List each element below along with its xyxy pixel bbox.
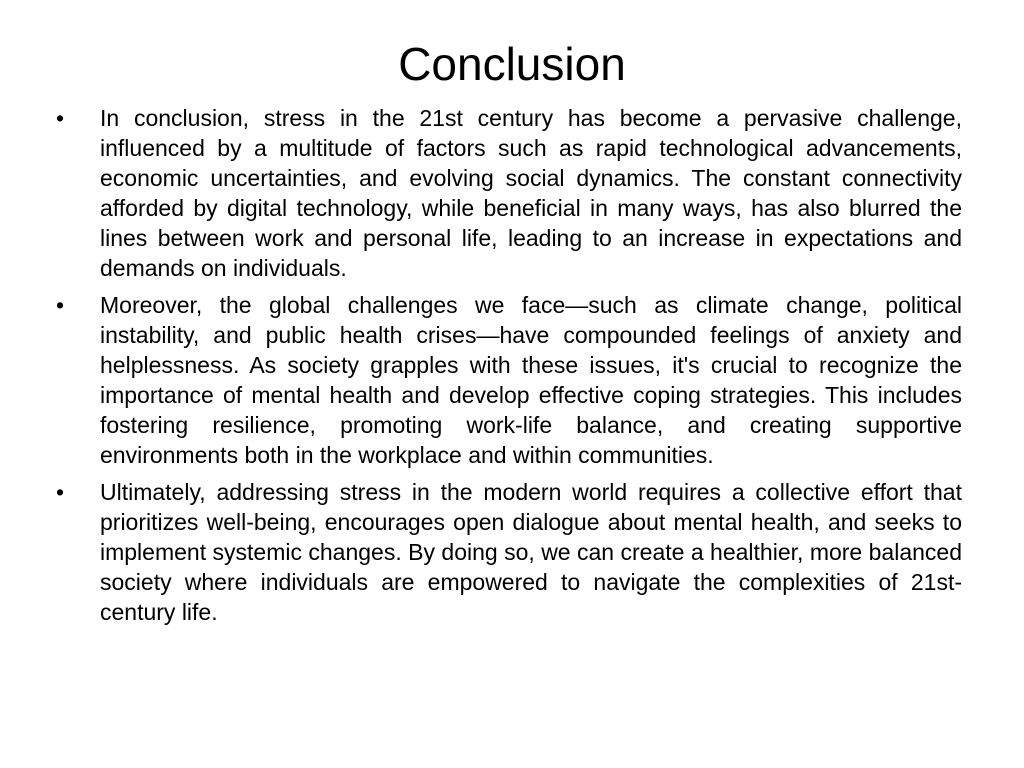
bullet-icon: •	[56, 292, 65, 318]
bullet-text: Moreover, the global challenges we face—such as climate change, political instability, and public health crises—have compounded feelings of anxiety and helplessness. As society grapples with these issues, it's crucial to recognize the importance of mental health and develop effective coping strategies. This includes fostering resilience, promoting work-life balance, and creating supportive environments both in the workplace and within communities.	[100, 292, 962, 468]
bullet-list	[56, 103, 962, 634]
bullet-icon: •	[56, 479, 65, 505]
bullet-item	[56, 103, 962, 283]
bullet-item	[56, 290, 962, 470]
bullet-item	[56, 477, 962, 627]
slide-title: Conclusion	[398, 38, 626, 90]
bullet-text: Ultimately, addressing stress in the modern world requires a collective effort that prioritizes well-being, encourages open dialogue about mental health, and seeks to implement systemic changes. By doing so, we can create a healthier, more balanced society where individuals are empowered to navigate the complexities of 21st-century life.	[100, 479, 962, 625]
bullet-icon: •	[56, 105, 65, 131]
bullet-text: In conclusion, stress in the 21st century has become a pervasive challenge, influenced by a multitude of factors such as rapid technological advancements, economic uncertainties, and evolving social dynamics. The constant connectivity afforded by digital technology, while beneficial in many ways, has also blurred the lines between work and personal life, leading to an increase in expectations and demands on individuals.	[100, 105, 962, 281]
